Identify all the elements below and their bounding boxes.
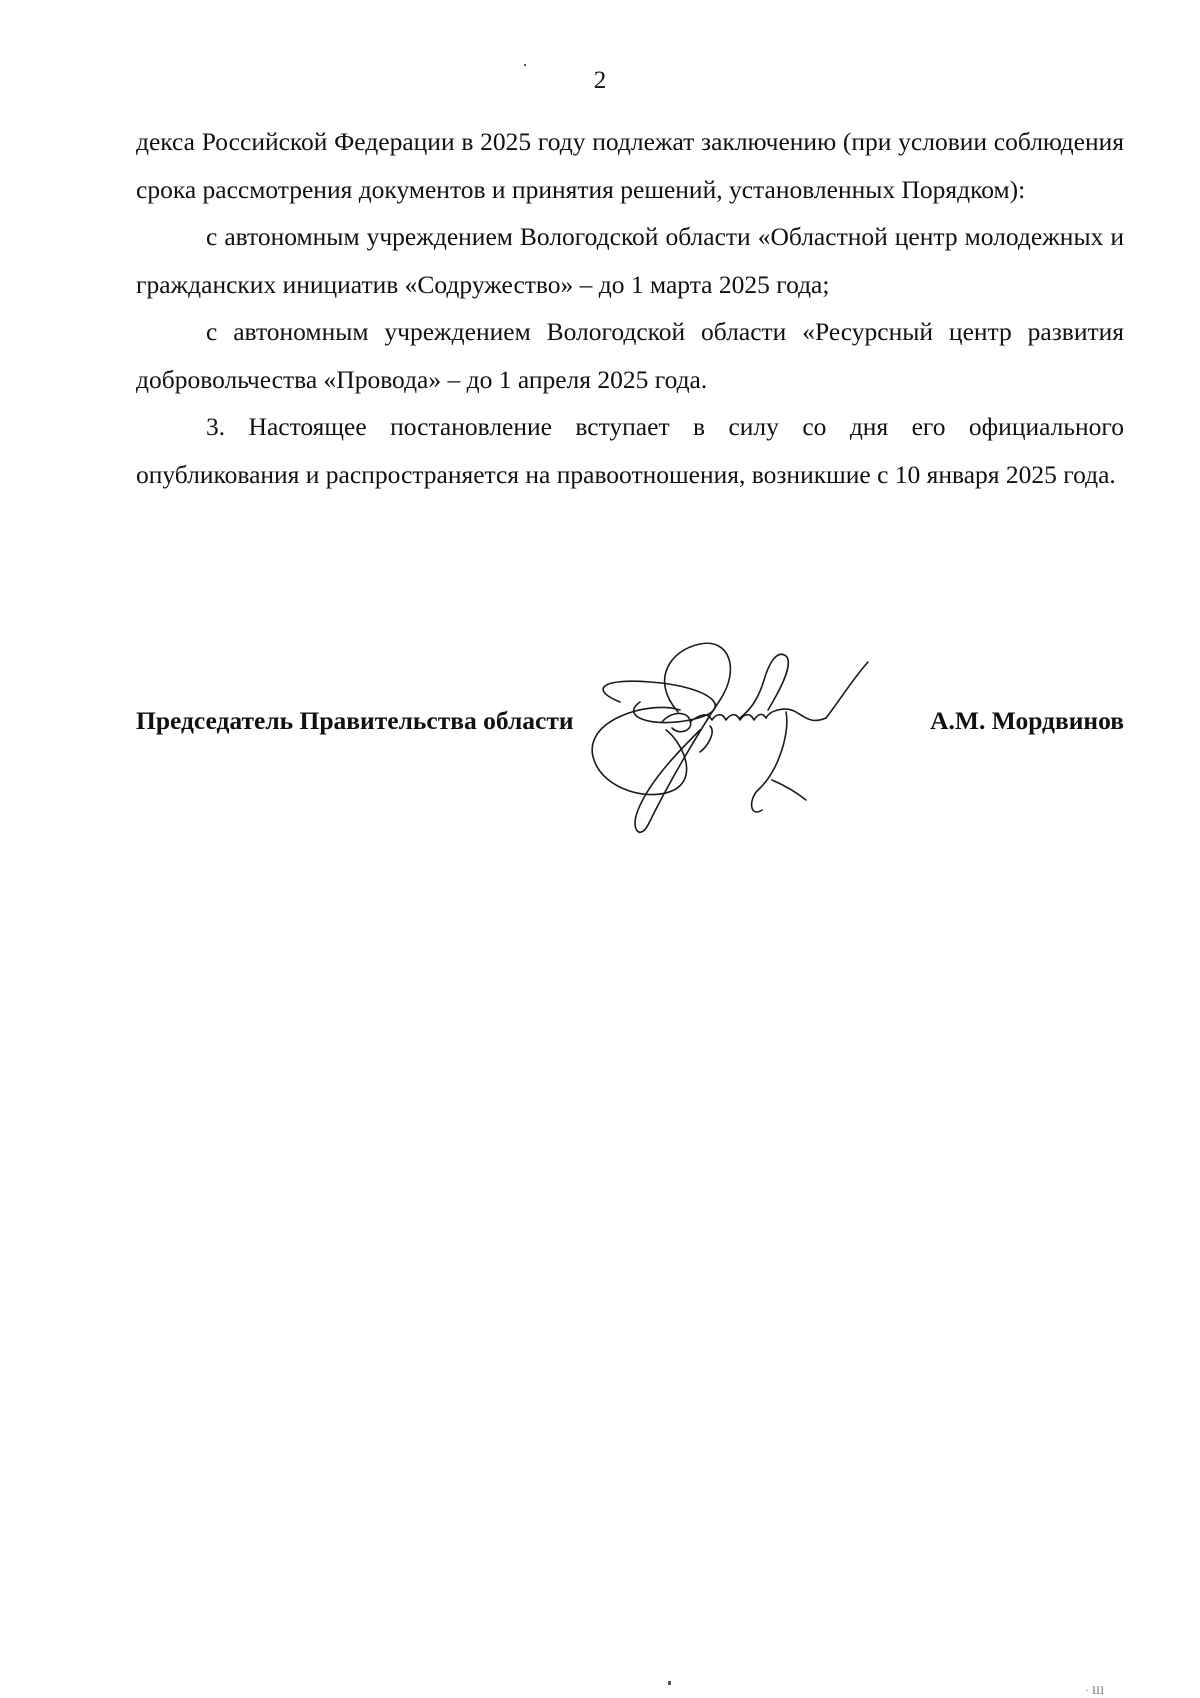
paragraph-sodruzhestvo: с автономным учреждением Вологодской области «Областной центр молодежных и гражданских инициатив «Содружество» – до 1 марта 2025 года; — [136, 222, 1124, 299]
paragraph-clause-3: 3. Настоящее постановление вступает в силу со дня его официального опубликования и распространяется на правоотношения, возникшие с 10 января 2025 года. — [136, 412, 1124, 489]
page-number: 2 — [593, 67, 607, 94]
handwritten-signature — [590, 640, 950, 840]
document-body — [136, 118, 1124, 498]
scan-margin-marks: · Ш — [1085, 1683, 1105, 1697]
signatory-name: А.М. Мордвинов — [930, 706, 1124, 735]
scan-speck — [668, 1681, 671, 1685]
paragraph-provoda: с автономным учреждением Вологодской области «Ресурсный центр развития добровольчества «Провода» – до 1 апреля 2025 года. — [136, 317, 1124, 394]
signatory-title: Председатель Правительства области — [136, 706, 574, 735]
paragraph-continuation: декса Российской Федерации в 2025 году подлежат заключению (при условии соблюдения срока рассмотрения документов и принятия решений, установленных Порядком): — [136, 127, 1124, 204]
